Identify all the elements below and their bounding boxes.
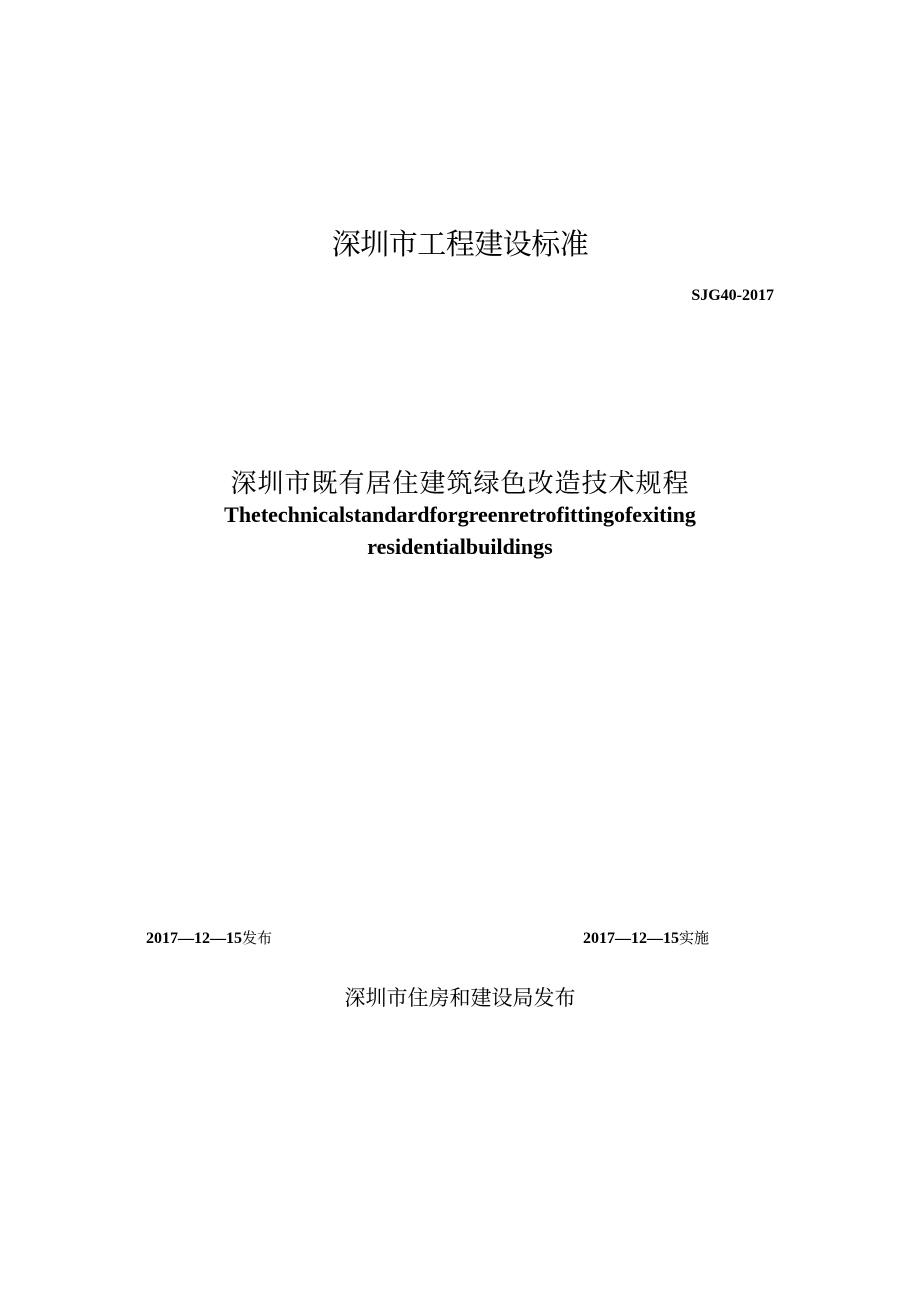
effective-date-value: 2017—12—15 <box>583 930 679 947</box>
series-title: 深圳市工程建设标准 <box>331 227 589 261</box>
document-title-english-line2: residentialbuildings <box>367 534 553 559</box>
issue-date <box>146 928 272 949</box>
issue-date-value: 2017—12—15 <box>146 930 242 947</box>
effective-date-suffix: 实施 <box>679 929 710 947</box>
document-title-english-line1: Thetechnicalstandardforgreenretrofittingofexiting <box>224 502 696 527</box>
standard-code: SJG40-2017 <box>691 287 774 304</box>
document-title-english <box>0 500 920 562</box>
publisher: 深圳市住房和建设局发布 <box>344 986 576 1010</box>
document-title-chinese: 深圳市既有居住建筑绿色改造技术规程 <box>230 469 690 499</box>
issue-date-suffix: 发布 <box>242 929 273 947</box>
effective-date <box>583 928 709 949</box>
